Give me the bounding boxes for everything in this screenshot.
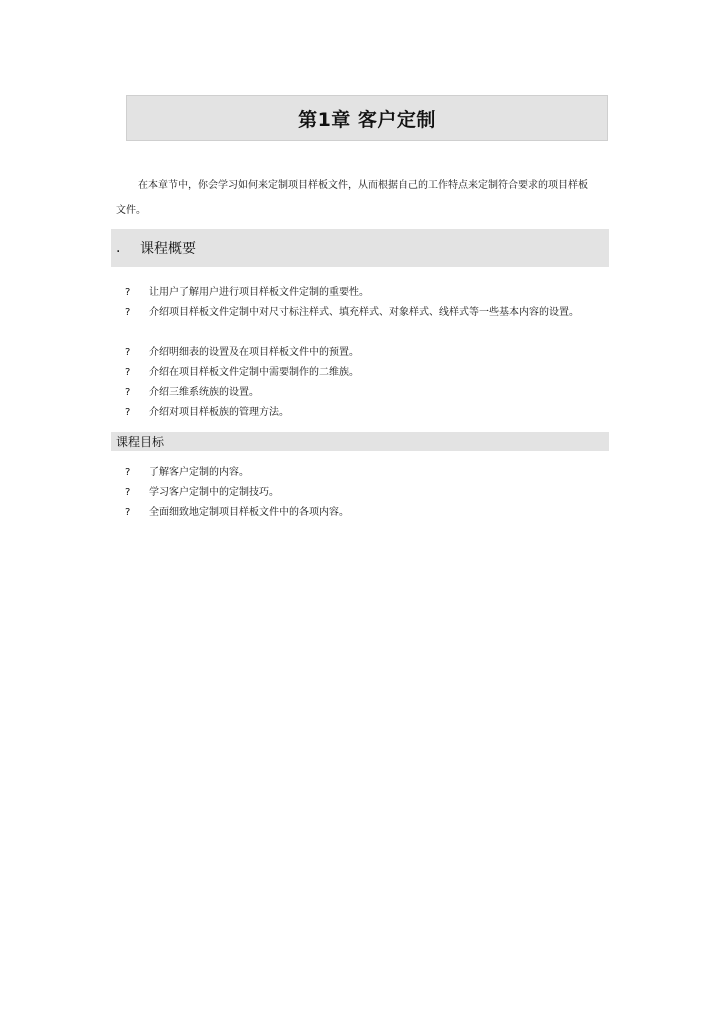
chapter-title-box (126, 95, 608, 141)
list-item (0, 503, 723, 523)
bullet-mark: ? (125, 307, 131, 318)
overview-list (0, 283, 723, 423)
list-item-text: 介绍项目样板文件定制中对尺寸标注样式、填充样式、对象样式、线样式等一些基本内容的设置。 (149, 307, 579, 318)
list-item (0, 383, 723, 403)
list-item-text: 全面细致地定制项目样板文件中的各项内容。 (149, 507, 349, 518)
chapter-title: 第1章 客户定制 (298, 108, 436, 131)
list-item (0, 283, 723, 303)
bullet-mark: ? (125, 387, 131, 398)
list-item (0, 463, 723, 483)
bullet-mark: ? (125, 347, 131, 358)
bullet-mark: ? (125, 507, 131, 518)
goals-section-header (111, 432, 609, 451)
list-item (0, 403, 723, 423)
list-item-text: 介绍对项目样板族的管理方法。 (149, 407, 289, 418)
intro-paragraph: 在本章节中，你会学习如何来定制项目样板文件，从而根据自己的工作特点来定制符合要求的项目样板文件。 (116, 180, 588, 216)
bullet-mark: ? (125, 287, 131, 298)
list-item-text: 了解客户定制的内容。 (149, 467, 249, 478)
list-item-text: 让用户了解用户进行项目样板文件定制的重要性。 (149, 287, 369, 298)
bullet-mark: ? (125, 367, 131, 378)
list-item-text: 介绍明细表的设置及在项目样板文件中的预置。 (149, 347, 359, 358)
goals-list (0, 463, 723, 523)
bullet-mark: ? (125, 467, 131, 478)
list-item (0, 363, 723, 383)
goals-title: 课程目标 (116, 435, 165, 449)
list-item (0, 483, 723, 503)
section-number: . (116, 240, 121, 256)
bullet-mark: ? (125, 407, 131, 418)
list-item-text: 学习客户定制中的定制技巧。 (149, 487, 279, 498)
list-item-text: 介绍在项目样板文件定制中需要制作的二维族。 (149, 367, 359, 378)
bullet-mark: ? (125, 487, 131, 498)
list-item-text: 介绍三维系统族的设置。 (149, 387, 259, 398)
list-item (0, 303, 723, 343)
section-title: 课程概要 (140, 241, 196, 257)
overview-section-header (111, 229, 609, 267)
list-item (0, 343, 723, 363)
